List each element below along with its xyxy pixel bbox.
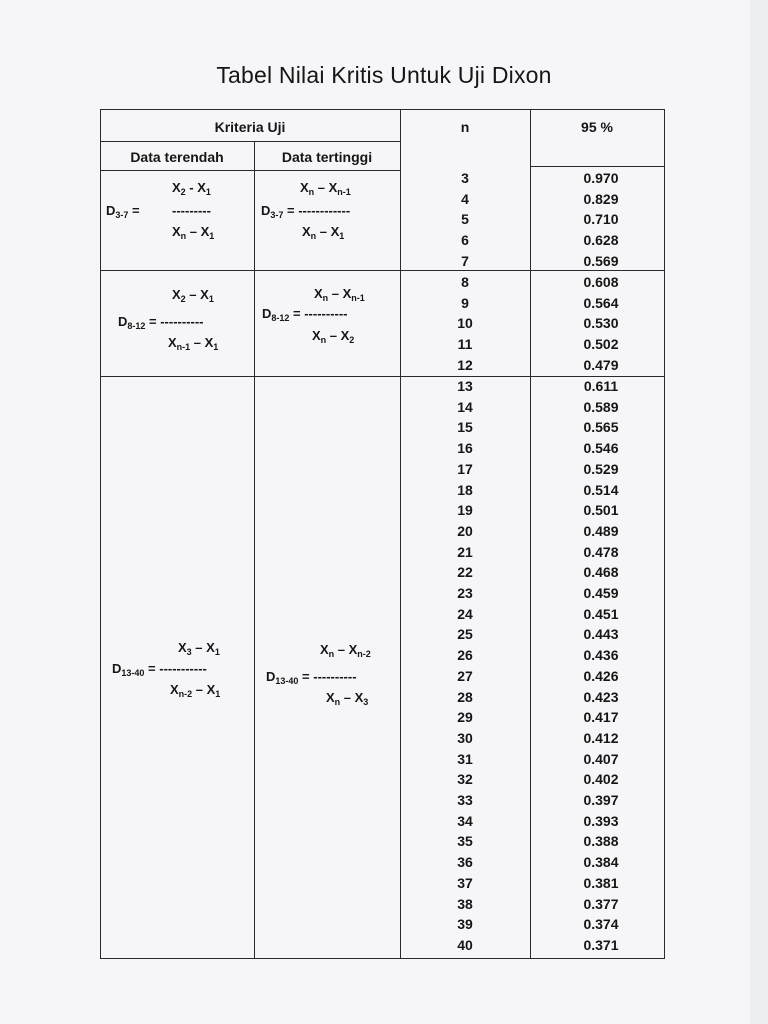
n-cell: 4	[461, 190, 469, 207]
page-edge	[750, 0, 768, 1024]
formula-lhs: $D_{3-7}$ =	[106, 203, 140, 220]
formula-denominator: $X_n - X_2$	[312, 328, 355, 345]
header-data-tertinggi: Data tertinggi	[281, 149, 373, 165]
critical-value-cell: 0.502	[583, 336, 619, 353]
header-95-percent: 95 %	[581, 119, 613, 135]
n-cell: 11	[457, 336, 473, 353]
header-bottom-right	[530, 166, 665, 167]
formula-lhs: $D_{13-40}$ = ----------	[266, 669, 357, 686]
critical-values-section-1	[566, 168, 636, 272]
n-cell: 34	[457, 812, 473, 829]
critical-value-cell: 0.569	[583, 252, 619, 269]
critical-value-cell: 0.611	[583, 378, 619, 394]
n-cell: 36	[457, 854, 473, 871]
critical-value-cell: 0.412	[583, 729, 619, 746]
critical-value-cell: 0.423	[583, 688, 619, 705]
formula-numerator: $X_3 - X_1$	[178, 640, 220, 657]
n-cell: 27	[457, 667, 473, 684]
formula-denominator: $X_n - X_1$	[302, 224, 345, 241]
n-cell: 22	[457, 564, 473, 581]
column-divider-1	[254, 141, 255, 959]
critical-value-cell: 0.530	[583, 315, 619, 332]
n-cell: 12	[457, 356, 473, 373]
critical-value-cell: 0.628	[583, 232, 619, 249]
n-values-section-2	[420, 272, 510, 376]
n-cell: 13	[457, 378, 473, 394]
n-cell: 38	[457, 895, 473, 912]
critical-value-cell: 0.443	[583, 626, 619, 643]
critical-value-cell: 0.417	[583, 709, 619, 726]
critical-value-cell: 0.397	[583, 792, 619, 809]
critical-value-cell: 0.970	[583, 170, 619, 186]
critical-value-cell: 0.564	[583, 294, 619, 311]
critical-values-section-2	[566, 272, 636, 376]
n-cell: 19	[457, 502, 473, 519]
n-cell: 39	[457, 916, 473, 933]
n-cell: 20	[457, 522, 473, 539]
table-border-left	[100, 109, 101, 959]
formula-lhs: $D_{3-7}$ = ------------	[261, 203, 351, 220]
critical-value-cell: 0.710	[583, 211, 619, 228]
n-cell: 14	[457, 398, 473, 415]
formula-numerator: $X_n - X_{n-1}$	[300, 180, 351, 197]
n-cell: 30	[457, 729, 473, 746]
n-cell: 15	[457, 419, 473, 436]
n-cell: 26	[457, 647, 473, 664]
n-values-section-3	[420, 376, 510, 956]
n-cell: 21	[457, 543, 473, 560]
critical-value-cell: 0.565	[583, 419, 619, 436]
n-cell: 3	[461, 170, 469, 186]
critical-values-section-3	[566, 376, 636, 956]
formula-numerator: $X_n - X_{n-2}$	[320, 642, 371, 659]
header-kriteria-uji: Kriteria Uji	[214, 119, 286, 135]
formula-bar: ---------	[172, 203, 211, 218]
critical-value-cell: 0.407	[583, 750, 619, 767]
critical-value-cell: 0.381	[583, 874, 619, 891]
n-cell: 16	[457, 440, 473, 457]
formula-denominator: $X_{n-2} - X_1$	[170, 682, 221, 699]
critical-value-cell: 0.489	[583, 522, 619, 539]
formula-lhs: $D_{8-12}$ = ----------	[262, 306, 348, 323]
formula-denominator: $X_{n-1} - X_1$	[168, 335, 219, 352]
critical-value-cell: 0.529	[583, 460, 619, 477]
critical-value-cell: 0.371	[583, 936, 619, 953]
n-cell: 7	[461, 252, 469, 269]
n-cell: 32	[457, 771, 473, 788]
n-cell: 37	[457, 874, 473, 891]
critical-value-cell: 0.589	[583, 398, 619, 415]
critical-value-cell: 0.829	[583, 190, 619, 207]
critical-value-cell: 0.384	[583, 854, 619, 871]
n-cell: 35	[457, 833, 473, 850]
n-cell: 40	[457, 936, 473, 953]
n-cell: 5	[461, 211, 469, 228]
n-cell: 6	[461, 232, 469, 249]
formula-denominator: $X_n - X_3$	[326, 690, 369, 707]
critical-value-cell: 0.374	[583, 916, 619, 933]
header-data-terendah: Data terendah	[130, 149, 224, 165]
n-cell: 8	[461, 274, 469, 290]
critical-value-cell: 0.402	[583, 771, 619, 788]
table-border-top	[100, 109, 665, 110]
n-cell: 9	[461, 294, 469, 311]
critical-value-cell: 0.546	[583, 440, 619, 457]
n-cell: 10	[457, 315, 473, 332]
formula-numerator: $X_2 - X_1$	[172, 180, 211, 197]
formula-denominator: $X_n - X_1$	[172, 224, 215, 241]
critical-value-cell: 0.388	[583, 833, 619, 850]
n-cell: 18	[457, 481, 473, 498]
critical-value-cell: 0.608	[583, 274, 619, 290]
header-divider	[100, 141, 400, 142]
critical-value-cell: 0.436	[583, 647, 619, 664]
header-n: n	[460, 119, 470, 135]
formula-lhs: $D_{13-40}$ = -----------	[112, 661, 207, 678]
n-cell: 24	[457, 605, 473, 622]
critical-value-cell: 0.478	[583, 543, 619, 560]
header-bottom-left	[100, 170, 400, 171]
n-values-section-1	[420, 168, 510, 272]
n-cell: 33	[457, 792, 473, 809]
formula-numerator: $X_n - X_{n-1}$	[314, 286, 365, 303]
n-cell: 17	[457, 460, 473, 477]
critical-value-cell: 0.459	[583, 585, 619, 602]
critical-value-cell: 0.514	[583, 481, 619, 498]
formula-lhs: $D_{8-12}$ = ----------	[118, 314, 204, 331]
n-cell: 23	[457, 585, 473, 602]
critical-value-cell: 0.468	[583, 564, 619, 581]
n-cell: 28	[457, 688, 473, 705]
column-divider-2	[400, 109, 401, 959]
table-border-bottom	[100, 958, 665, 959]
formula-numerator: $X_2 - X_1$	[172, 287, 214, 304]
critical-value-cell: 0.377	[583, 895, 619, 912]
n-cell: 29	[457, 709, 473, 726]
n-cell: 25	[457, 626, 473, 643]
page-title: Tabel Nilai Kritis Untuk Uji Dixon	[216, 62, 552, 88]
critical-value-cell: 0.501	[583, 502, 619, 519]
critical-value-cell: 0.426	[583, 667, 619, 684]
column-divider-3	[530, 109, 531, 959]
critical-value-cell: 0.479	[583, 356, 619, 373]
table-border-right	[664, 109, 665, 959]
n-cell: 31	[457, 750, 473, 767]
critical-value-cell: 0.451	[583, 605, 619, 622]
critical-value-cell: 0.393	[583, 812, 619, 829]
